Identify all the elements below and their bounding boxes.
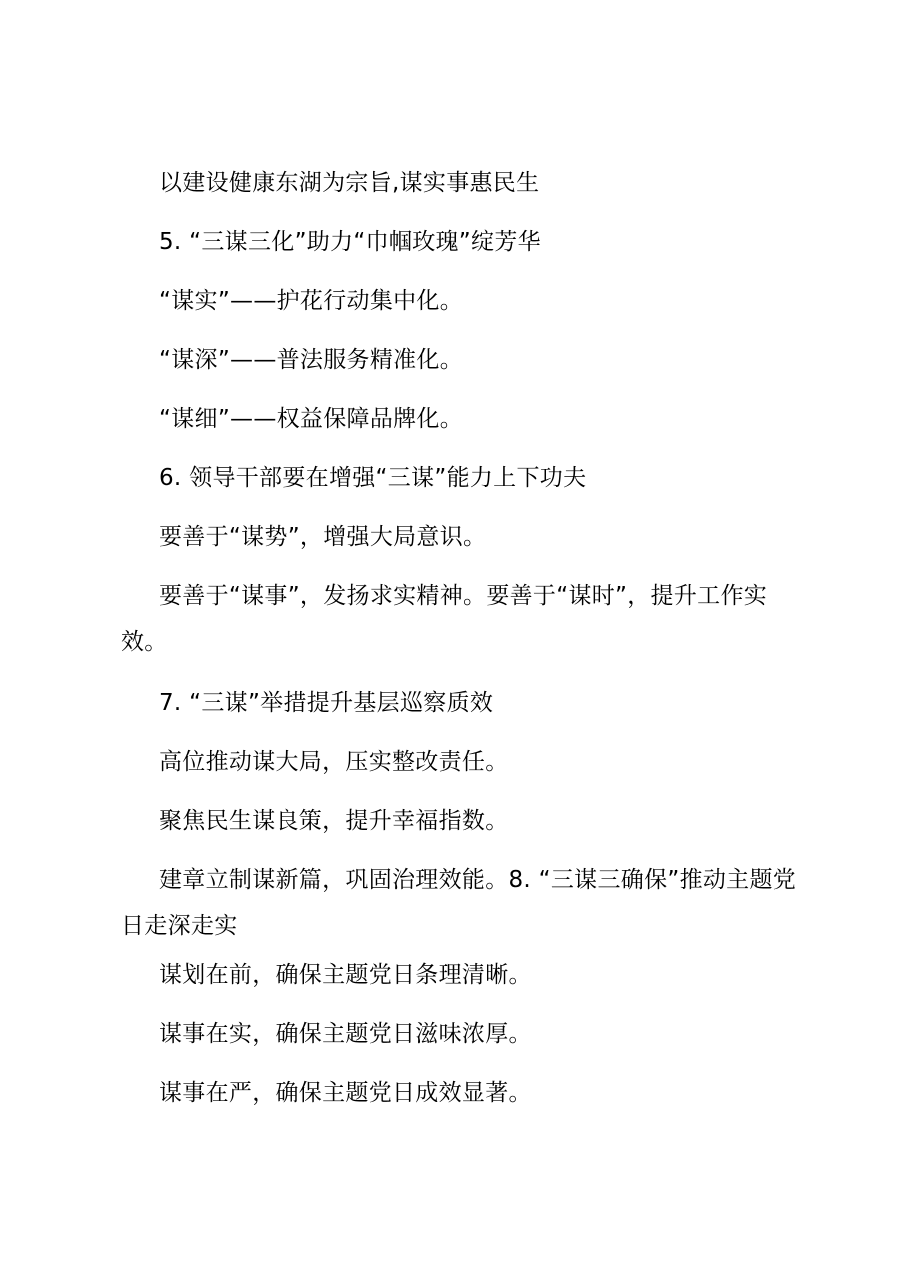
- paragraph: 谋事在实，确保主题党日滋味浓厚。: [159, 1021, 532, 1047]
- paragraph: 建章立制谋新篇，巩固治理效能。8. “三谋三确保”推动主题党日走深走实: [121, 867, 797, 939]
- paragraph: “谋实”——护花行动集中化。: [159, 288, 464, 314]
- paragraph: 以建设健康东湖为宗旨,谋实事惠民生: [159, 170, 540, 196]
- paragraph: 聚焦民生谋良策，提升幸福指数。: [159, 808, 509, 834]
- section-heading: 5. “三谋三化”助力“巾帼玫瑰”绽芳华: [159, 229, 541, 255]
- paragraph: 要善于“谋事”，发扬求实精神。要善于“谋时”，提升工作实效。: [121, 583, 768, 655]
- paragraph: 谋划在前，确保主题党日条理清晰。: [159, 962, 532, 988]
- section-heading: 6. 领导干部要在增强“三谋”能力上下功夫: [159, 465, 587, 491]
- paragraph: “谋深”——普法服务精准化。: [159, 347, 464, 373]
- paragraph: “谋细”——权益保障品牌化。: [159, 406, 464, 432]
- paragraph: 要善于“谋势”，增强大局意识。: [159, 524, 487, 550]
- paragraph: 高位推动谋大局，压实整改责任。: [159, 749, 509, 775]
- paragraph: 谋事在严，确保主题党日成效显著。: [159, 1080, 532, 1106]
- section-heading: 7. “三谋”举措提升基层巡察质效: [159, 690, 494, 716]
